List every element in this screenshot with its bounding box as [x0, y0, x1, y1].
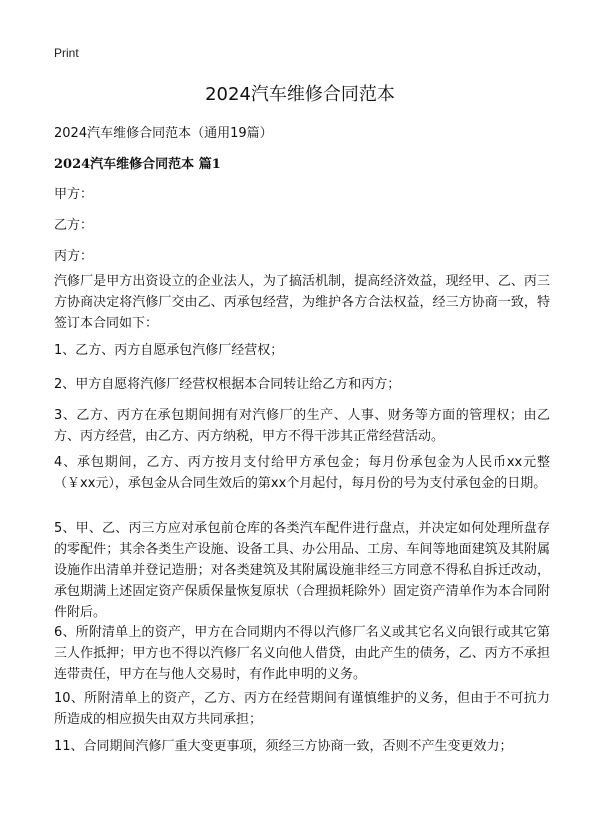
party-a-line: 甲方：: [54, 187, 94, 202]
party-b-line: 乙方：: [54, 218, 94, 233]
document-subtitle: 2024汽车维修合同范本（通用19篇）: [54, 126, 273, 141]
clause-1: 1、乙方、丙方自愿承包汽修厂经营权；: [54, 343, 284, 358]
clause-2: 2、甲方自愿将汽修厂经营权根据本合同转让给乙方和丙方；: [54, 377, 401, 392]
party-c-line: 丙方：: [54, 249, 94, 264]
clause-11: 11、合同期间汽修厂重大变更事项，须经三方协商一致，否则不产生变更效力；: [54, 739, 513, 754]
clause-6: 6、所附清单上的资产，甲方在合同期内不得以汽修厂名义或其它名义向银行或其它第三人作抵押；甲方也不得以汽修厂名义向他人借贷，由此产生的债务，乙、丙方不承担连带责任，甲方在与他人交易时，有作此申明的义务。: [54, 625, 550, 682]
intro-paragraph: 汽修厂是甲方出资设立的企业法人，为了搞活机制，提高经济效益，现经甲、乙、丙三方协商决定将汽修厂交由乙、丙承包经营，为维护各方合法权益，经三方协商一致，特签订本合同如下：: [54, 274, 550, 331]
clause-3: 3、乙方、丙方在承包期间拥有对汽修厂的生产、人事、财务等方面的管理权；由乙方、丙方经营，由乙方、丙方纳税，甲方不得干涉其正常经营活动。: [54, 408, 550, 444]
clause-5: 5、甲、乙、丙三方应对承包前仓库的各类汽车配件进行盘点，并决定如何处理所盘存的零配件；其余各类生产设施、设备工具、办公用品、工房、车间等地面建筑及其附属设施作出清单并登记造册；对各类建筑及其附属设施非经三方同意不得私自拆迁改动，承包期满上述固定资产保质保量恢复原状（合理损耗除外）固定资产清单作为本合同附件附后。: [54, 521, 550, 620]
document-title: 2024汽车维修合同范本: [205, 84, 395, 105]
print-label[interactable]: Print: [54, 46, 79, 60]
clause-4: 4、承包期间，乙方、丙方按月支付给甲方承包金；每月份承包金为人民币xx元整（￥xx元），承包金从合同生效后的第xx个月起付，每月份的号为支付承包金的日期。: [54, 455, 550, 491]
section-heading: 2024汽车维修合同范本 篇1: [54, 157, 221, 172]
clause-10: 10、所附清单上的资产，乙方、丙方在经营期间有谨慎维护的义务，但由于不可抗力所造成的相应损失由双方共同承担；: [54, 691, 550, 727]
